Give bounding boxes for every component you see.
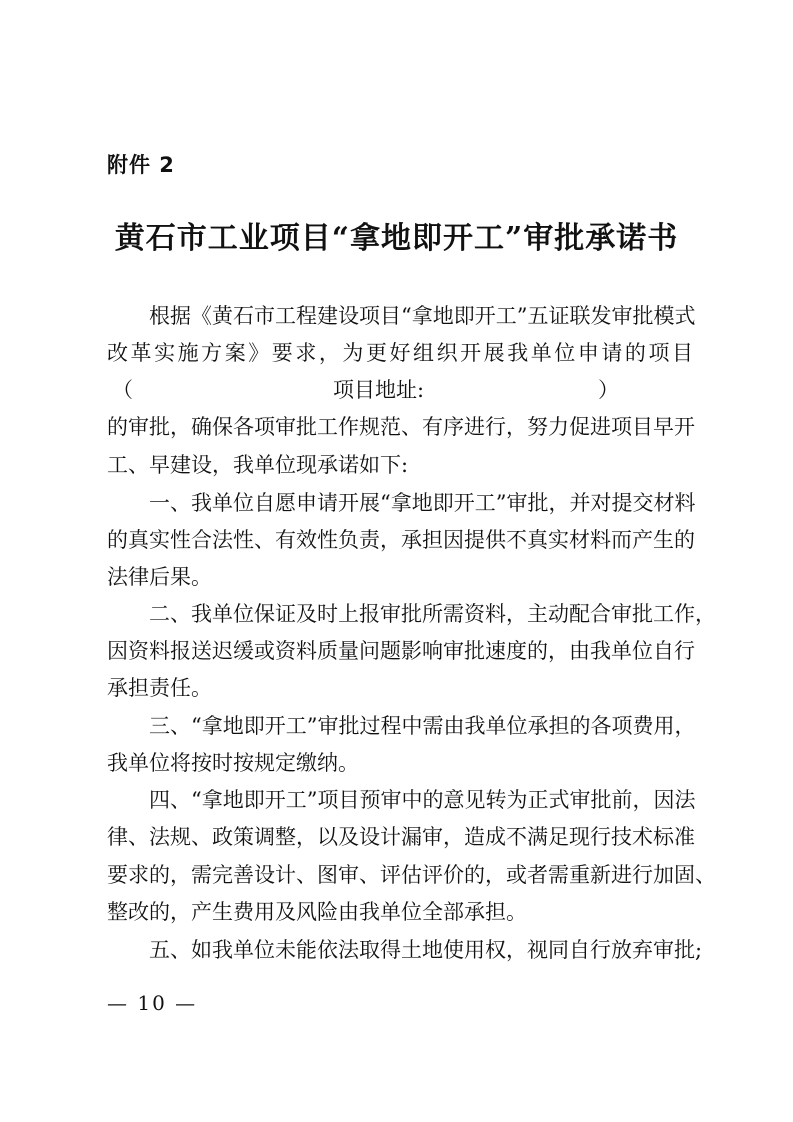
project-paren-open: （ bbox=[112, 378, 133, 402]
intro-line: 根据《黄石市工程建设项目“拿地即开工”五证联发审批模式 bbox=[149, 304, 696, 328]
item-2-line: 二、我单位保证及时上报审批所需资料，主动配合审批工作， bbox=[149, 602, 716, 626]
attachment-label: 附件 2 bbox=[107, 153, 175, 177]
item-2-line: 因资料报送迟缓或资料质量问题影响审批速度的，由我单位自行 bbox=[107, 639, 695, 663]
project-address-label: 项目地址: bbox=[333, 378, 425, 402]
item-4-line: 律、法规、政策调整，以及设计漏审，造成不满足现行技术标准 bbox=[107, 825, 695, 849]
item-4-line: 要求的，需完善设计、图审、评估评价的，或者需重新进行加固、 bbox=[107, 863, 716, 887]
page-number: — 10 — bbox=[107, 991, 198, 1015]
item-5-line: 五、如我单位未能依法取得土地使用权，视同自行放弃审批; bbox=[149, 938, 703, 962]
item-2-line: 承担责任。 bbox=[107, 676, 212, 700]
project-paren-close: ） bbox=[598, 378, 619, 402]
item-1-line: 一、我单位自愿申请开展“拿地即开工”审批，并对提交材料 bbox=[149, 491, 696, 515]
intro-line: 工、早建设，我单位现承诺如下: bbox=[107, 453, 409, 477]
item-3-line: 我单位将按时按规定缴纳。 bbox=[107, 751, 359, 775]
item-1-line: 的真实性合法性、有效性负责，承担因提供不真实材料而产生的 bbox=[107, 528, 695, 552]
document-title: 黄石市工业项目“拿地即开工”审批承诺书 bbox=[114, 221, 679, 256]
intro-line: 改革实施方案》要求，为更好组织开展我单位申请的项目 bbox=[107, 341, 693, 365]
intro-line: 的审批，确保各项审批工作规范、有序进行，努力促进项目早开 bbox=[107, 415, 695, 439]
item-1-line: 法律后果。 bbox=[107, 565, 212, 589]
item-4-line: 整改的，产生费用及风险由我单位全部承担。 bbox=[107, 900, 527, 924]
item-3-line: 三、“拿地即开工”审批过程中需由我单位承担的各项费用， bbox=[149, 714, 696, 738]
item-4-line: 四、“拿地即开工”项目预审中的意见转为正式审批前，因法 bbox=[149, 788, 696, 812]
